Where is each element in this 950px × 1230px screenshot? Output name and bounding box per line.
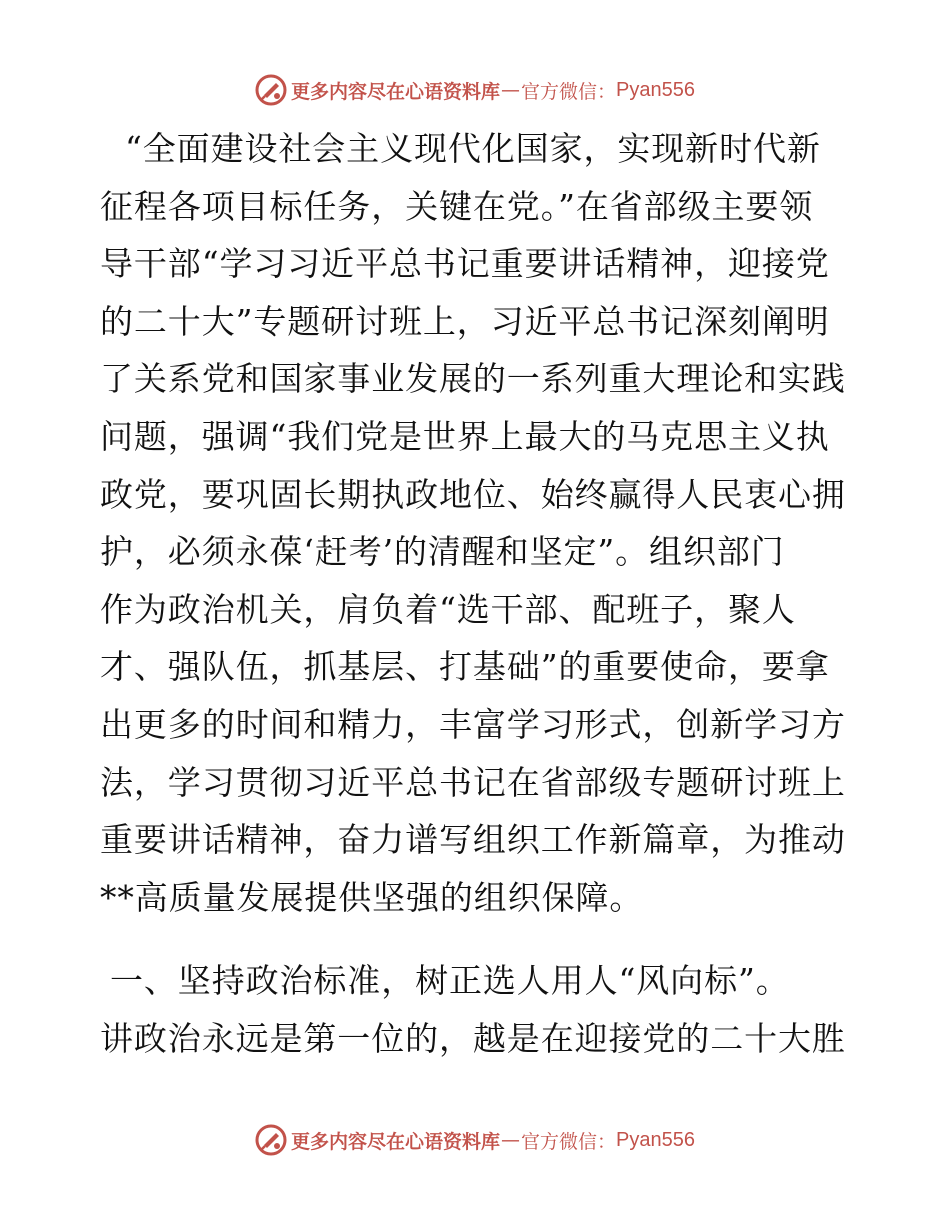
text-line: 的二十大”专题研讨班上，习近平总书记深刻阐明 <box>100 301 830 341</box>
paragraph-intro <box>100 120 850 926</box>
text-line: 作为政治机关，肩负着“选干部、配班子，聚人 <box>100 589 796 629</box>
watermark-wechat-id: Pyan556 <box>616 78 695 101</box>
text-line: **高质量发展提供坚强的组织保障。 <box>100 877 644 917</box>
watermark-wechat-label: 官方微信： <box>521 80 617 103</box>
seal-logo-icon <box>255 74 287 106</box>
text-line: 护，必须永葆‘赶考’的清醒和坚定”。组织部门 <box>100 532 785 572</box>
header-watermark <box>0 73 950 107</box>
text-line: 问题，强调“我们党是世界上最大的马克思主义执 <box>100 416 830 456</box>
watermark-separator: — <box>501 1129 521 1151</box>
text-line: 才、强队伍，抓基层、打基础”的重要使命，要拿 <box>100 647 830 687</box>
section-heading: 一、坚持政治标准，树正选人用人“风向标”。 <box>110 961 790 1001</box>
paragraph-section-1 <box>100 1010 850 1068</box>
text-line: 征程各项目标任务，关键在党。”在省部级主要领 <box>100 186 814 226</box>
watermark-separator: — <box>501 79 521 101</box>
text-line: “全面建设社会主义现代化国家，实现新时代新 <box>125 129 821 168</box>
text-line: 讲政治永远是第一位的，越是在迎接党的二十大胜 <box>100 1018 846 1058</box>
watermark-wechat-id: Pyan556 <box>616 1128 695 1151</box>
watermark-brand: 更多内容尽在心语资料库 <box>291 1130 501 1153</box>
text-line: 导干部“学习习近平总书记重要讲话精神，迎接党 <box>100 244 830 284</box>
text-line: 了关系党和国家事业发展的一系列重大理论和实践 <box>100 359 846 399</box>
footer-watermark <box>0 1123 950 1157</box>
text-line: 重要讲话精神，奋力谱写组织工作新篇章，为推动 <box>100 820 846 860</box>
text-line: 政党，要巩固长期执政地位、始终赢得人民衷心拥 <box>100 474 846 514</box>
document-body <box>100 120 850 1068</box>
watermark-wechat-label: 官方微信： <box>521 1130 617 1153</box>
text-line: 出更多的时间和精力，丰富学习形式，创新学习方 <box>100 704 846 744</box>
seal-logo-icon <box>255 1124 287 1156</box>
text-line: 法，学习贯彻习近平总书记在省部级专题研讨班上 <box>100 762 846 802</box>
watermark-brand: 更多内容尽在心语资料库 <box>291 80 501 103</box>
